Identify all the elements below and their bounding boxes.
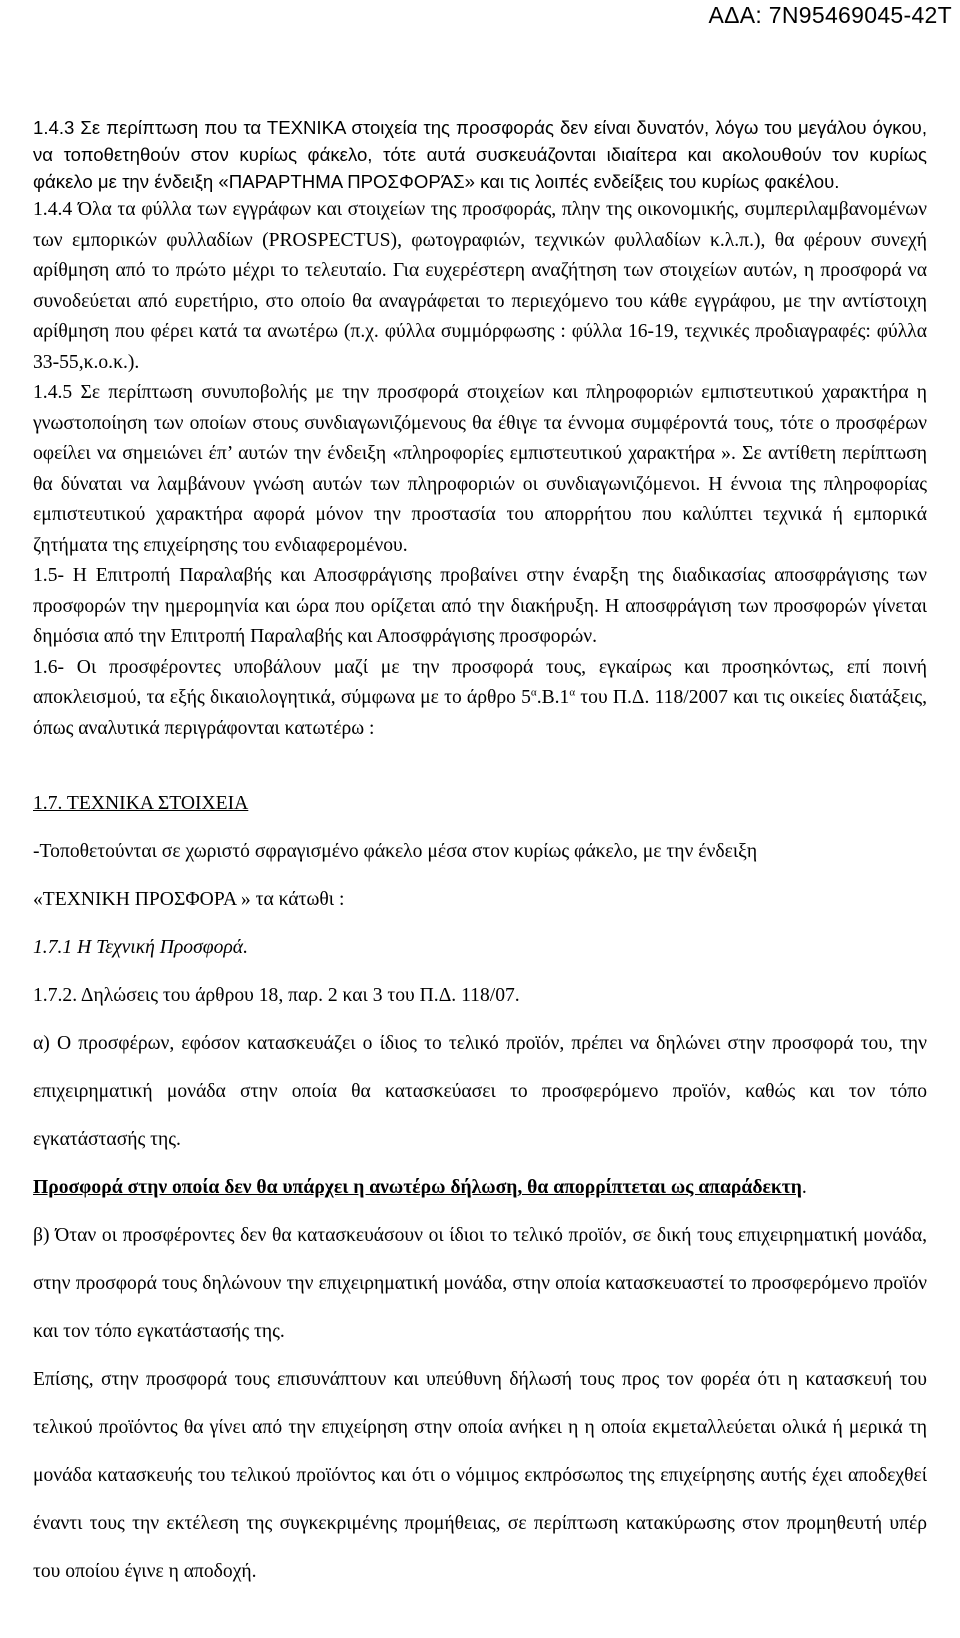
paragraph-1-6 (33, 653, 927, 745)
subheading-1-7-2: 1.7.2. Δηλώσεις του άρθρου 18, παρ. 2 και 3 του Π.Δ. 118/07. (33, 985, 520, 1007)
document-body (33, 114, 927, 1596)
paragraph-1-4-4: 1.4.4 Όλα τα φύλλα των εγγράφων και στοιχείων της προσφοράς, πλην της οικονομικής, συμπεριλαμβανομένων των εμπορικών φυλλαδίων (PROSPECTUS), φωτογραφιών, τεχνικών φυλλαδίων κ.λ.π.), θα φέρουν συνεχή αρίθμηση από το πρώτο μέχρι το τελευταίο. Για ευχερέστερη αναζήτηση των στοιχείων αυτών, η προσφορά να συνοδεύεται από ευρετήριο, στο οποίο θα αναγράφεται το περιεχόμενο του κάθε εγγράφου, με την αντίστοιχη αρίθμηση που φέρει κατά τα ανωτέρω (π.χ. φύλλα συμμόρφωσης : φύλλα 16-19, τεχνικές προδιαγραφές: φύλλα 33-55,κ.ο.κ.). (33, 199, 927, 373)
paragraph-declaration: Επίσης, στην προσφορά τους επισυνάπτουν και υπεύθυνη δήλωσή τους προς τον φορέα ότι η κατασκευή του τελικού προϊόντος θα γίνει από την επιχείρηση στην οποία ανήκει η η οποία εκμεταλλεύεται ολικά ή μερικά τη μονάδα κατασκευής του τελικού προϊόντος και ότι ο νόμιμος εκπρόσωπος της επιχείρησης αυτής έχει αποδεχθεί έναντι τους την εκτέλεση της συγκεκριμένης προμήθειας, σε περίπτωση κατακύρωσης στον προμηθευτή υπέρ του οποίου έγινε η αποδοχή. (33, 1369, 927, 1583)
rejection-warning (33, 1164, 927, 1212)
paragraph-alpha: α) Ο προσφέρων, εφόσον κατασκευάζει ο ίδιος το τελικό προϊόν, πρέπει να δηλώνει στην προσφορά του, την επιχειρηματική μονάδα στην οποία θα κατασκεύασει το προσφερόμενο προϊόν, καθώς και τον τόπο εγκατάστασής της. (33, 1033, 927, 1151)
paragraph-1-4-3: 1.4.3 Σε περίπτωση που τα ΤΕΧΝΙΚΑ στοιχεία της προσφοράς δεν είναι δυνατόν, λόγω του μεγάλου όγκου, να τοποθετηθούν στον κυρίως φάκελο, τότε αυτά συσκευάζονται ιδιαίτερα και ακολουθούν τον κυρίως φάκελο με την ένδειξη «ΠΑΡΑΡΤΗΜΑ ΠΡΟΣΦΟΡΆΣ» και τις λοιπές ενδείξεις του κυρίως φακέλου. (33, 117, 927, 193)
subheading-1-7-1: 1.7.1 Η Τεχνική Προσφορά. (33, 937, 248, 959)
placement-instruction: -Τοποθετούνται σε χωριστό σφραγισμένο φάκελο μέσα στον κυρίως φάκελο, με την ένδειξη (33, 841, 758, 863)
paragraph-1-4-5: 1.4.5 Σε περίπτωση συνυποβολής με την προσφορά στοιχείων και πληροφοριών εμπιστευτικού χαρακτήρα η γνωστοποίηση των οποίων στους συνδιαγωνιζόμενους θα έθιγε τα έννομα συμφέροντά τους, τότε ο προσφέρων οφείλει να σημειώνει έπ’ αυτών την ένδειξη «πληροφορίες εμπιστευτικού χαρακτήρα ». Σε αντίθετη περίπτωση θα δύναται να λαμβάνουν γνώση αυτών των πληροφοριών οι συνδιαγωνιζόμενοι. Η έννοια της πληροφορίας εμπιστευτικού χαρακτήρα αφορά μόνον την προστασία του απορρήτου που καλύπτει τεχνικά ή εμπορικά ζητήματα της επιχείρησης του ενδιαφερομένου. (33, 382, 927, 556)
rejection-warning-period: . (801, 1177, 807, 1199)
rejection-warning-text: Προσφορά στην οποία δεν θα υπάρχει η ανωτέρω δήλωση, θα απορρίπτεται ως απαράδεκτη (33, 1177, 802, 1199)
paragraph-1-5: 1.5- Η Επιτροπή Παραλαβής και Αποσφράγισης προβαίνει στην έναρξη της διαδικασίας αποσφράγισης των προσφορών την ημερομηνία και ώρα που ορίζεται από την διακήρυξη. Η αποσφράγιση των προσφορών γίνεται δημόσια από την Επιτροπή Παραλαβής και Αποσφράγισης προσφορών. (33, 565, 927, 648)
section-heading-1-7: 1.7. ΤΕΧΝΙΚΑ ΣΤΟΙΧΕΙΑ (33, 793, 249, 815)
paragraph-1-6-part-b: .Β.1 (536, 687, 570, 709)
superscript-alpha-1: α (530, 686, 537, 699)
ada-code: ΑΔΑ: 7Ν95469045-42Τ (708, 2, 952, 28)
paragraph-1-6-part-c: του Π.Δ. 118/2007 και τις οικείες διατάξεις, όπως αναλυτικά περιγράφονται κατωτέρω : (33, 687, 927, 739)
envelope-label: «ΤΕΧΝΙΚΗ ΠΡΟΣΦΟΡΑ » τα κάτωθι : (33, 889, 345, 911)
superscript-alpha-2: α (569, 686, 576, 699)
paragraph-1-6-part-a: 1.6- Οι προσφέροντες υποβάλουν μαζί με την προσφορά τους, εγκαίρως και προσηκόντως, επί ποινή αποκλεισμού, τα εξής δικαιολογητικά, σύμφωνα με το άρθρο 5 (33, 656, 927, 709)
paragraph-beta: β) Όταν οι προσφέροντες δεν θα κατασκευάσουν οι ίδιοι το τελικό προϊόν, σε δική τους επιχειρηματική μονάδα, στην προσφορά τους δηλώνουν την επιχειρηματική μονάδα, στην οποία κατασκευαστεί το προσφερόμενο προϊόν και τον τόπο εγκατάστασής της. (33, 1225, 927, 1343)
